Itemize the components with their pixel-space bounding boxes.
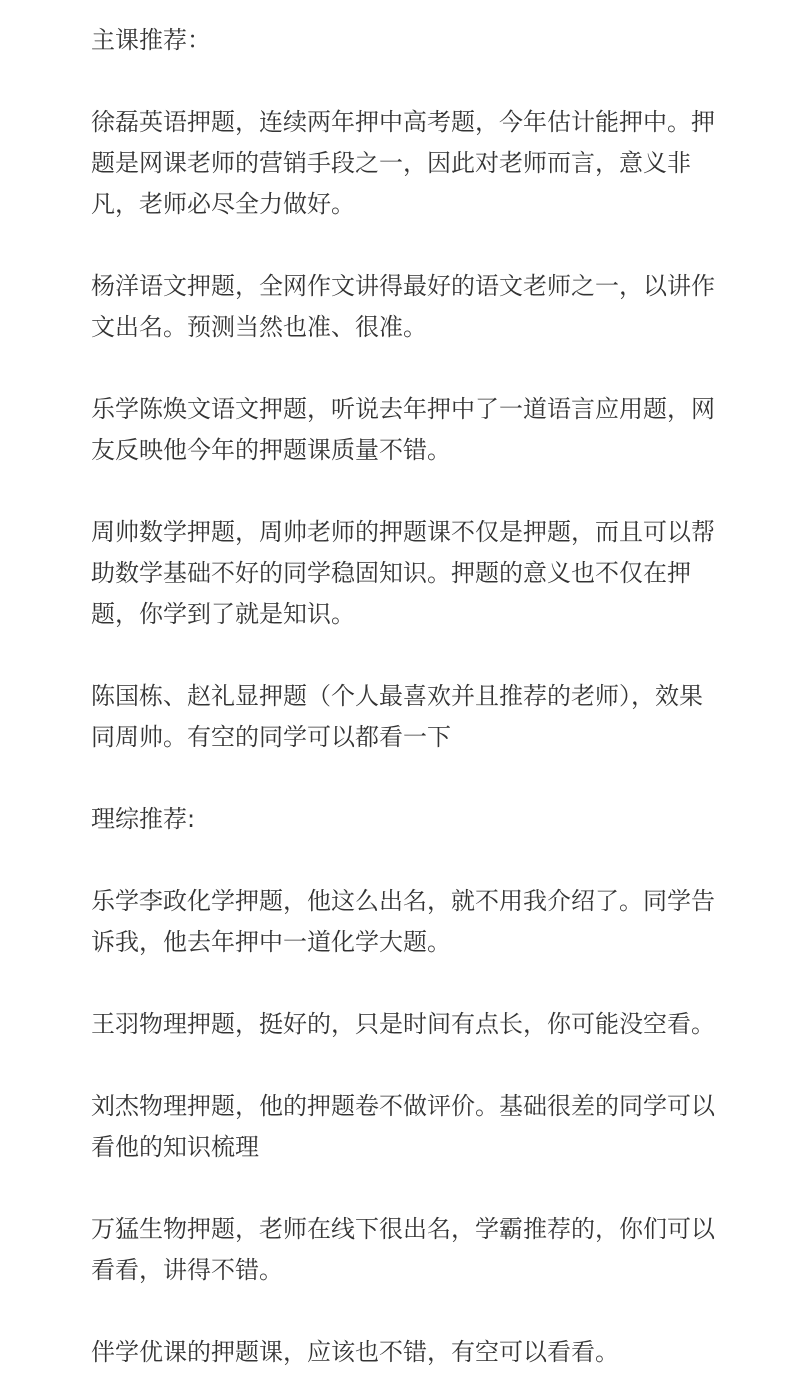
paragraph-chinese-prediction-2: 乐学陈焕文语文押题，听说去年押中了一道语言应用题，网友反映他今年的押题课质量不错。 xyxy=(91,395,715,464)
section-heading-main-courses: 主课推荐： xyxy=(91,26,211,54)
paragraph-physics-prediction: 王羽物理押题，挺好的，只是时间有点长，你可能没空看。 xyxy=(91,1010,715,1038)
paragraph-math-prediction: 周帅数学押题，周帅老师的押题课不仅是押题，而且可以帮助数学基础不好的同学稳固知识。押题的意义也不仅在押题，你学到了就是知识。 xyxy=(91,518,715,628)
paragraph-physics-prediction-2: 刘杰物理押题，他的押题卷不做评价。基础很差的同学可以看他的知识梳理 xyxy=(91,1092,715,1161)
article-body xyxy=(91,20,723,1373)
paragraph-biology-prediction: 万猛生物押题，老师在线下很出名，学霸推荐的，你们可以看看，讲得不错。 xyxy=(91,1215,715,1284)
section-heading-science: 理综推荐: xyxy=(91,805,196,833)
paragraph-other-prediction: 伴学优课的押题课，应该也不错，有空可以看看。 xyxy=(91,1338,619,1366)
paragraph-chinese-prediction: 杨洋语文押题，全网作文讲得最好的语文老师之一，以讲作文出名。预测当然也准、很准。 xyxy=(91,272,715,341)
paragraph-english-prediction: 徐磊英语押题，连续两年押中高考题，今年估计能押中。押题是网课老师的营销手段之一，因此对老师而言，意义非凡，老师必尽全力做好。 xyxy=(91,108,715,218)
paragraph-chemistry-prediction: 乐学李政化学押题，他这么出名，就不用我介绍了。同学告诉我，他去年押中一道化学大题。 xyxy=(91,887,715,956)
paragraph-math-prediction-2: 陈国栋、赵礼显押题（个人最喜欢并且推荐的老师），效果同周帅。有空的同学可以都看一下 xyxy=(91,682,703,751)
